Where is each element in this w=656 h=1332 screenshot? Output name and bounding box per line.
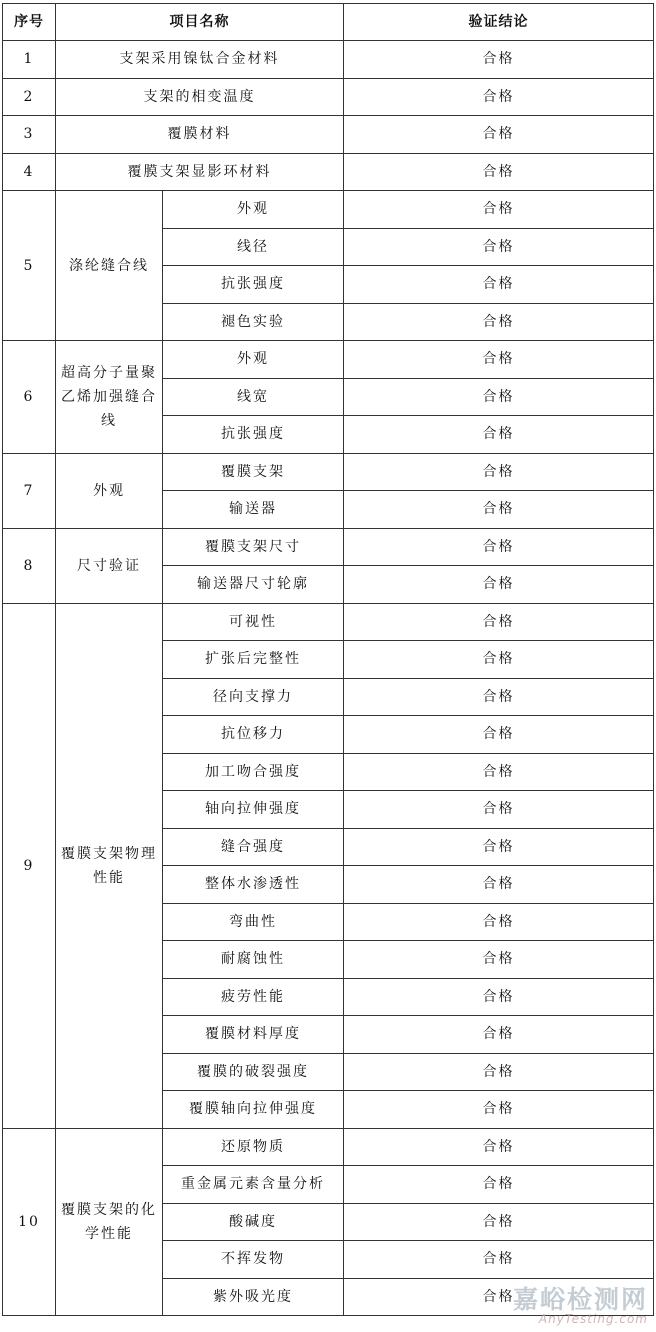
- table-row: [3, 1128, 654, 1166]
- group-name: 尺寸验证: [56, 528, 163, 603]
- sub-item: 输送器尺寸轮廓: [163, 566, 344, 604]
- table-header-row: [3, 4, 654, 41]
- table-row: [3, 603, 654, 641]
- watermark: [513, 1280, 648, 1326]
- sub-result: 合格: [344, 191, 654, 229]
- table-row: [3, 528, 654, 566]
- sub-item: 还原物质: [163, 1128, 344, 1166]
- table-row: [3, 341, 654, 379]
- sub-item: 弯曲性: [163, 903, 344, 941]
- sub-result: 合格: [344, 1278, 654, 1316]
- sub-item: 覆膜轴向拉伸强度: [163, 1091, 344, 1129]
- table-row: [3, 153, 654, 191]
- row-number: 3: [3, 116, 56, 154]
- watermark-cn: 嘉峪检测网: [512, 1285, 648, 1314]
- table-row: [3, 78, 654, 116]
- sub-item: 扩张后完整性: [163, 641, 344, 679]
- group-name: 外观: [56, 453, 163, 528]
- watermark-en: AnyTesting.com: [538, 1312, 648, 1326]
- group-number: 8: [3, 528, 56, 603]
- row-number: 1: [3, 41, 56, 79]
- sub-result: 合格: [344, 1016, 654, 1054]
- sub-item: 径向支撑力: [163, 678, 344, 716]
- sub-item: 疲劳性能: [163, 978, 344, 1016]
- sub-result: 合格: [344, 791, 654, 829]
- row-item: 覆膜材料: [56, 116, 344, 154]
- verification-table: [2, 3, 654, 1316]
- sub-item: 耐腐蚀性: [163, 941, 344, 979]
- sub-item: 覆膜支架: [163, 453, 344, 491]
- group-name: 涤纶缝合线: [56, 191, 163, 341]
- group-name: 覆膜支架物理性能: [56, 603, 163, 1128]
- sub-result: 合格: [344, 453, 654, 491]
- sub-item: 缝合强度: [163, 828, 344, 866]
- sub-item: 紫外吸光度: [163, 1278, 344, 1316]
- sub-item: 可视性: [163, 603, 344, 641]
- row-result: 合格: [344, 116, 654, 154]
- row-result: 合格: [344, 41, 654, 79]
- sub-result: 合格: [344, 1166, 654, 1204]
- sub-result: 合格: [344, 341, 654, 379]
- sub-item: 不挥发物: [163, 1241, 344, 1279]
- sub-result: 合格: [344, 716, 654, 754]
- sub-result: 合格: [344, 228, 654, 266]
- sub-result: 合格: [344, 903, 654, 941]
- sub-item: 外观: [163, 341, 344, 379]
- sub-result: 合格: [344, 266, 654, 304]
- sub-result: 合格: [344, 1053, 654, 1091]
- sub-item: 抗张强度: [163, 416, 344, 454]
- sub-item: 酸碱度: [163, 1203, 344, 1241]
- sub-item: 加工吻合强度: [163, 753, 344, 791]
- sub-item: 覆膜的破裂强度: [163, 1053, 344, 1091]
- sub-result: 合格: [344, 1128, 654, 1166]
- group-number: 6: [3, 341, 56, 454]
- table-row: [3, 453, 654, 491]
- group-name: 超高分子量聚乙烯加强缝合线: [56, 341, 163, 454]
- group-number: 5: [3, 191, 56, 341]
- sub-result: 合格: [344, 678, 654, 716]
- sub-item: 重金属元素含量分析: [163, 1166, 344, 1204]
- sub-result: 合格: [344, 828, 654, 866]
- sub-item: 抗张强度: [163, 266, 344, 304]
- sub-result: 合格: [344, 416, 654, 454]
- row-result: 合格: [344, 78, 654, 116]
- sub-result: 合格: [344, 1241, 654, 1279]
- header-item: 项目名称: [56, 4, 344, 41]
- row-number: 2: [3, 78, 56, 116]
- table-row: [3, 41, 654, 79]
- sub-result: 合格: [344, 1203, 654, 1241]
- sub-result: 合格: [344, 1091, 654, 1129]
- row-item: 支架采用镍钛合金材料: [56, 41, 344, 79]
- sub-result: 合格: [344, 491, 654, 529]
- sub-item: 整体水渗透性: [163, 866, 344, 904]
- table-row: [3, 116, 654, 154]
- sub-result: 合格: [344, 603, 654, 641]
- table-row: [3, 191, 654, 229]
- sub-item: 抗位移力: [163, 716, 344, 754]
- sub-item: 线宽: [163, 378, 344, 416]
- sub-item: 线径: [163, 228, 344, 266]
- group-number: 7: [3, 453, 56, 528]
- sub-result: 合格: [344, 978, 654, 1016]
- row-item: 支架的相变温度: [56, 78, 344, 116]
- row-number: 4: [3, 153, 56, 191]
- sub-item: 外观: [163, 191, 344, 229]
- group-name: 覆膜支架的化学性能: [56, 1128, 163, 1316]
- sub-item: 覆膜材料厚度: [163, 1016, 344, 1054]
- sub-result: 合格: [344, 941, 654, 979]
- row-item: 覆膜支架显影环材料: [56, 153, 344, 191]
- sub-item: 轴向拉伸强度: [163, 791, 344, 829]
- sub-item: 输送器: [163, 491, 344, 529]
- sub-result: 合格: [344, 528, 654, 566]
- row-result: 合格: [344, 153, 654, 191]
- header-result: 验证结论: [344, 4, 654, 41]
- sub-result: 合格: [344, 566, 654, 604]
- group-number: 9: [3, 603, 56, 1128]
- sub-result: 合格: [344, 641, 654, 679]
- sub-result: 合格: [344, 303, 654, 341]
- sub-result: 合格: [344, 866, 654, 904]
- table-body: [3, 4, 654, 1316]
- header-no: 序号: [3, 4, 56, 41]
- group-number: 10: [3, 1128, 56, 1316]
- sub-item: 覆膜支架尺寸: [163, 528, 344, 566]
- sub-result: 合格: [344, 378, 654, 416]
- sub-item: 褪色实验: [163, 303, 344, 341]
- sub-result: 合格: [344, 753, 654, 791]
